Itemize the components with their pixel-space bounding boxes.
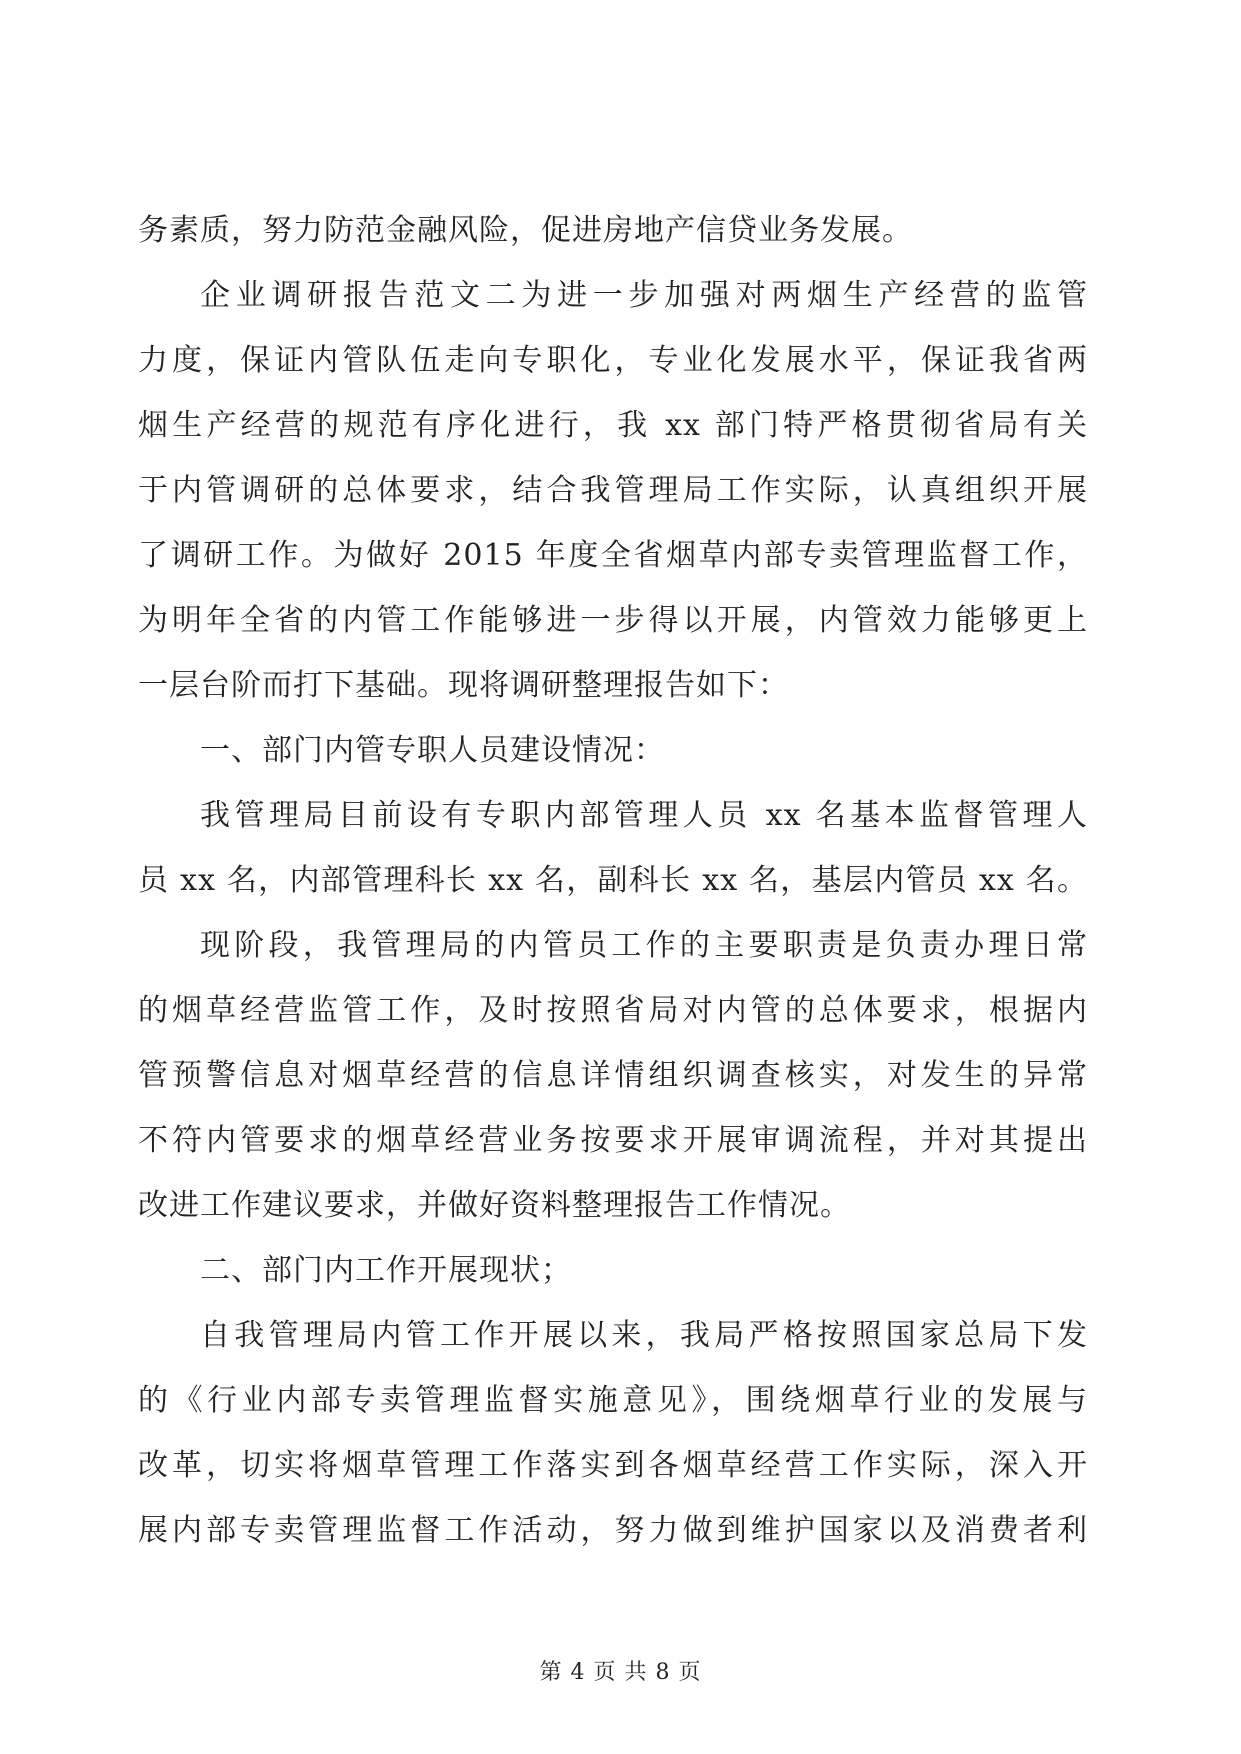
text-line: 于内管调研的总体要求，结合我管理局工作实际，认真组织开展 [138, 473, 1088, 508]
text-line: 务素质，努力防范金融风险，促进房地产信贷业务发展。 [138, 213, 913, 248]
text-line: 管预警信息对烟草经营的信息详情组织调查核实，对发生的异常 [138, 1058, 1088, 1093]
text-line: 的《行业内部专卖管理监督实施意见》，围绕烟草行业的发展与 [138, 1383, 1088, 1418]
text-line: 我管理局目前设有专职内部管理人员 xx 名基本监督管理人 [200, 798, 1088, 833]
text-line: 企业调研报告范文二为进一步加强对两烟生产经营的监管 [200, 278, 1088, 313]
text-line: 自我管理局内管工作开展以来，我局严格按照国家总局下发 [200, 1318, 1088, 1353]
section-heading-2: 二、部门内工作开展现状； [200, 1253, 572, 1288]
text-line: 改进工作建议要求，并做好资料整理报告工作情况。 [138, 1188, 851, 1223]
text-line: 现阶段，我管理局的内管员工作的主要职责是负责办理日常 [200, 928, 1088, 963]
text-line: 改革，切实将烟草管理工作落实到各烟草经营工作实际，深入开 [138, 1448, 1088, 1483]
text-line: 展内部专卖管理监督工作活动，努力做到维护国家以及消费者利 [138, 1513, 1088, 1548]
text-line: 员 xx 名，内部管理科长 xx 名，副科长 xx 名，基层内管员 xx 名。 [138, 863, 1088, 898]
body-text [138, 198, 1088, 1563]
text-line: 的烟草经营监管工作，及时按照省局对内管的总体要求，根据内 [138, 993, 1088, 1028]
text-line: 力度，保证内管队伍走向专职化，专业化发展水平，保证我省两 [138, 343, 1088, 378]
text-line: 烟生产经营的规范有序化进行，我 xx 部门特严格贯彻省局有关 [138, 408, 1088, 443]
text-line: 不符内管要求的烟草经营业务按要求开展审调流程，并对其提出 [138, 1123, 1088, 1158]
section-heading-1: 一、部门内管专职人员建设情况： [200, 733, 665, 768]
text-line: 为明年全省的内管工作能够进一步得以开展，内管效力能够更上 [138, 603, 1088, 638]
text-line: 了调研工作。为做好 2015 年度全省烟草内部专卖管理监督工作， [138, 538, 1088, 573]
page-footer: 第 4 页 共 8 页 [539, 1660, 702, 1685]
text-line: 一层台阶而打下基础。现将调研整理报告如下： [138, 668, 789, 703]
